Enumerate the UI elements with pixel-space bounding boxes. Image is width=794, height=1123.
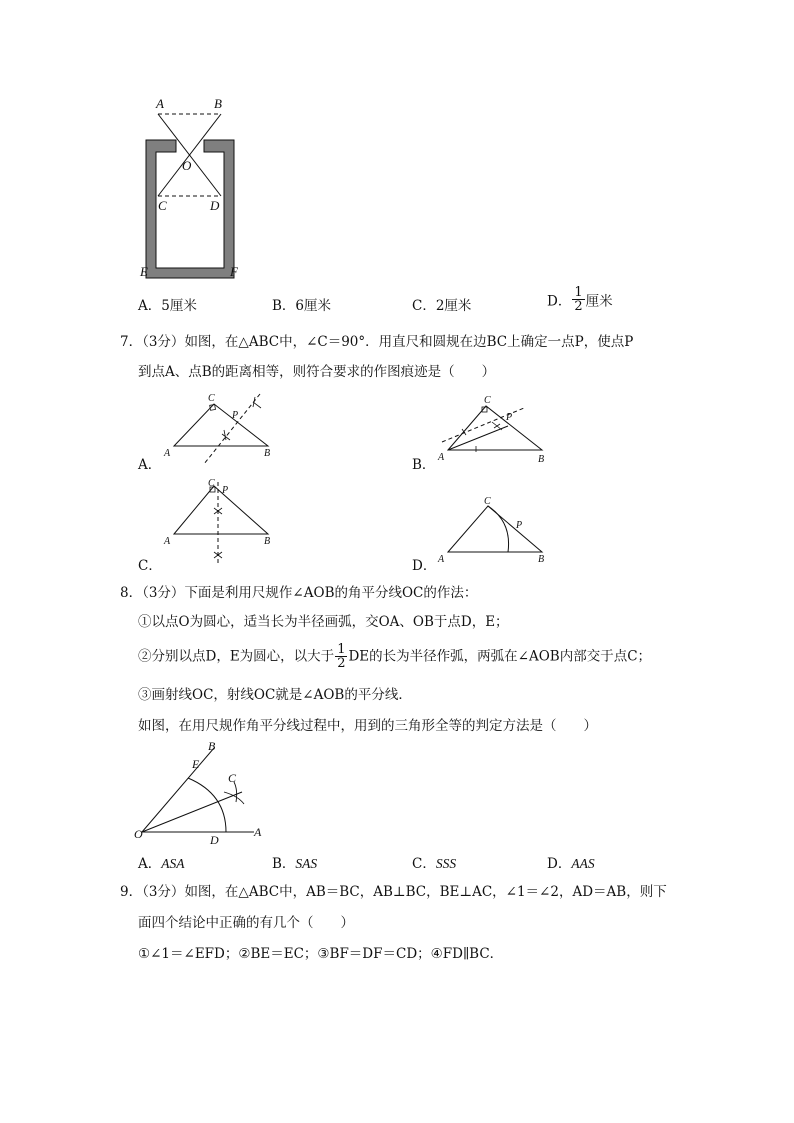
q6-label-A: A (156, 96, 164, 111)
q7-option-a[interactable]: A． (138, 457, 162, 473)
q7-figure-d (432, 492, 562, 567)
svg-text:P: P (506, 412, 513, 423)
q6-label-F: F (230, 264, 238, 279)
svg-text:A: A (164, 536, 171, 547)
q6-label-B: B (214, 96, 222, 111)
q7-option-b[interactable]: B． (412, 457, 436, 473)
q6-figure (130, 92, 250, 282)
q7-figure-b (432, 392, 562, 467)
svg-text:A: A (438, 452, 445, 463)
svg-text:B: B (538, 554, 545, 565)
q6-label-D: D (210, 198, 220, 213)
q9-line2: 面四个结论中正确的有几个（ ） (138, 915, 354, 931)
q6-option-c[interactable]: C．2厘米 (412, 298, 472, 314)
svg-text:E: E (192, 757, 200, 771)
svg-text:D: D (210, 833, 219, 846)
svg-text:C: C (208, 478, 215, 489)
svg-text:B: B (264, 536, 271, 547)
q7-option-d[interactable]: D． (412, 558, 437, 574)
svg-text:A: A (254, 825, 262, 839)
q6-option-b[interactable]: B．6厘米 (272, 298, 332, 314)
q8-step3: ③画射线OC，射线OC就是∠AOB的平分线． (138, 687, 412, 703)
q6-label-C: C (158, 198, 167, 213)
q8-option-a[interactable]: A．ASA (138, 856, 185, 872)
q8-question: 如图，在用尺规作角平分线过程中，用到的三角形全等的判定方法是（ ） (138, 718, 597, 734)
q8-line1: 8．（3分）下面是利用尺规作∠AOB的角平分线OC的作法： (120, 585, 478, 601)
svg-text:C: C (208, 393, 215, 404)
svg-text:B: B (538, 454, 545, 465)
q6-label-E: E (140, 264, 148, 279)
q9-line1: 9．（3分）如图，在△ABC中，AB＝BC，AB⊥BC，BE⊥AC，∠1＝∠2，AD＝AB，则下 (120, 884, 667, 900)
q6-label-O: O (182, 158, 192, 173)
q6-option-a[interactable]: A．5厘米 (138, 298, 197, 314)
q7-line2: 到点A、点B的距离相等，则符合要求的作图痕迹是（ ） (138, 364, 496, 380)
q8-option-c[interactable]: C．SSS (412, 856, 457, 872)
svg-text:C: C (484, 496, 491, 507)
q7-figure-c (160, 474, 280, 566)
q6-option-d[interactable]: D． $\frac{1}{2}$ 厘米 (547, 285, 613, 314)
svg-text:B: B (208, 739, 216, 753)
q8-step1: ①以点O为圆心，适当长为半径画弧，交OA、OB于点D，E； (138, 614, 509, 630)
svg-text:P: P (222, 485, 229, 496)
q8-figure (130, 738, 270, 846)
svg-text:A: A (438, 554, 445, 565)
q9-line3: ①∠1＝∠EFD；②BE＝EC；③BF＝DF＝CD；④FD∥BC． (138, 946, 504, 962)
svg-text:P: P (232, 410, 239, 421)
q8-option-d[interactable]: D．AAS (547, 856, 595, 872)
q8-step2: ②分别以点D，E为圆心，以大于 $\frac{1}{2}$ DE的长为半径作弧，两弧在∠AOB内部交于点C； (138, 642, 652, 671)
svg-text:C: C (228, 771, 237, 785)
q7-line1: 7．（3分）如图，在△ABC中，∠C＝90°．用直尺和圆规在边BC上确定一点P，使点P (120, 334, 634, 350)
svg-text:P: P (516, 520, 523, 531)
svg-text:C: C (484, 395, 491, 406)
q8-option-b[interactable]: B．SAS (272, 856, 318, 872)
svg-text:A: A (164, 448, 171, 459)
svg-text:O: O (134, 827, 143, 841)
svg-text:B: B (264, 448, 271, 459)
q7-figure-a (160, 390, 280, 465)
q7-option-c[interactable]: C． (138, 558, 162, 574)
